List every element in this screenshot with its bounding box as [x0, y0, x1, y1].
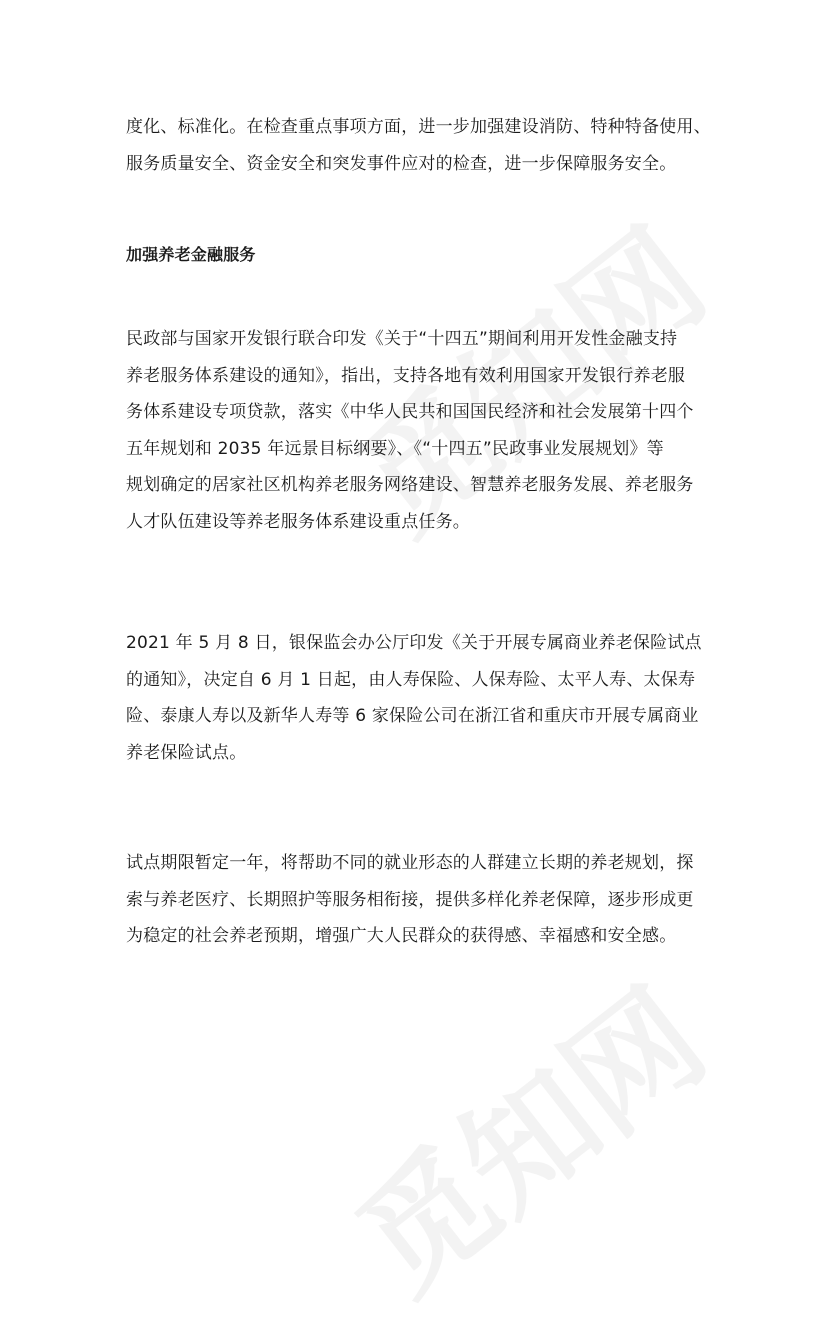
watermark	[314, 940, 736, 1327]
text-line: 养老保险试点。	[126, 742, 247, 763]
text-line: 索与养老医疗、长期照护等服务相衔接，提供多样化养老保障，逐步形成更	[126, 889, 694, 910]
text-line: 度化、标准化。在检查重点事项方面，进一步加强建设消防、特种特备使用、	[126, 117, 711, 137]
text-line: 为稳定的社会养老预期，增强广大人民群众的获得感、幸福感和安全感。	[126, 926, 677, 947]
text-line: 的通知》，决定自 6 月 1 日起，由人寿保险、人保寿险、太平人寿、太保寿	[126, 669, 696, 690]
heading-text: 加强养老金融服务	[126, 245, 256, 264]
text-line: 养老服务体系建设的通知》，指出，支持各地有效利用国家开发银行养老服	[126, 365, 686, 386]
pilot-paragraph	[126, 625, 716, 771]
text-line: 五年规划和 2035 年远景目标纲要》、《“十四五”民政事业发展规划》等	[126, 438, 664, 459]
text-line: 试点期限暂定一年，将帮助不同的就业形态的人群建立长期的养老规划，探	[126, 853, 694, 873]
text-line: 民政部与国家开发银行联合印发《关于“十四五”期间利用开发性金融支持	[126, 329, 678, 349]
pilot-period-paragraph	[126, 845, 716, 955]
text-line: 服务质量安全、资金安全和突发事件应对的检查，进一步保障服务安全。	[126, 153, 677, 174]
text-line: 务体系建设专项贷款，落实《中华人民共和国国民经济和社会发展第十四个	[126, 402, 694, 423]
section-heading	[126, 237, 716, 274]
civil-affairs-paragraph	[126, 321, 716, 541]
text-line: 2021 年 5 月 8 日，银保监会办公厅印发《关于开展专属商业养老保险试点	[126, 633, 702, 653]
text-line: 人才队伍建设等养老服务体系建设重点任务。	[126, 511, 470, 532]
text-line: 规划确定的居家社区机构养老服务网络建设、智慧养老服务发展、养老服务	[126, 475, 694, 496]
intro-paragraph	[126, 109, 716, 182]
text-line: 险、泰康人寿以及新华人寿等 6 家保险公司在浙江省和重庆市开展专属商业	[126, 706, 699, 727]
